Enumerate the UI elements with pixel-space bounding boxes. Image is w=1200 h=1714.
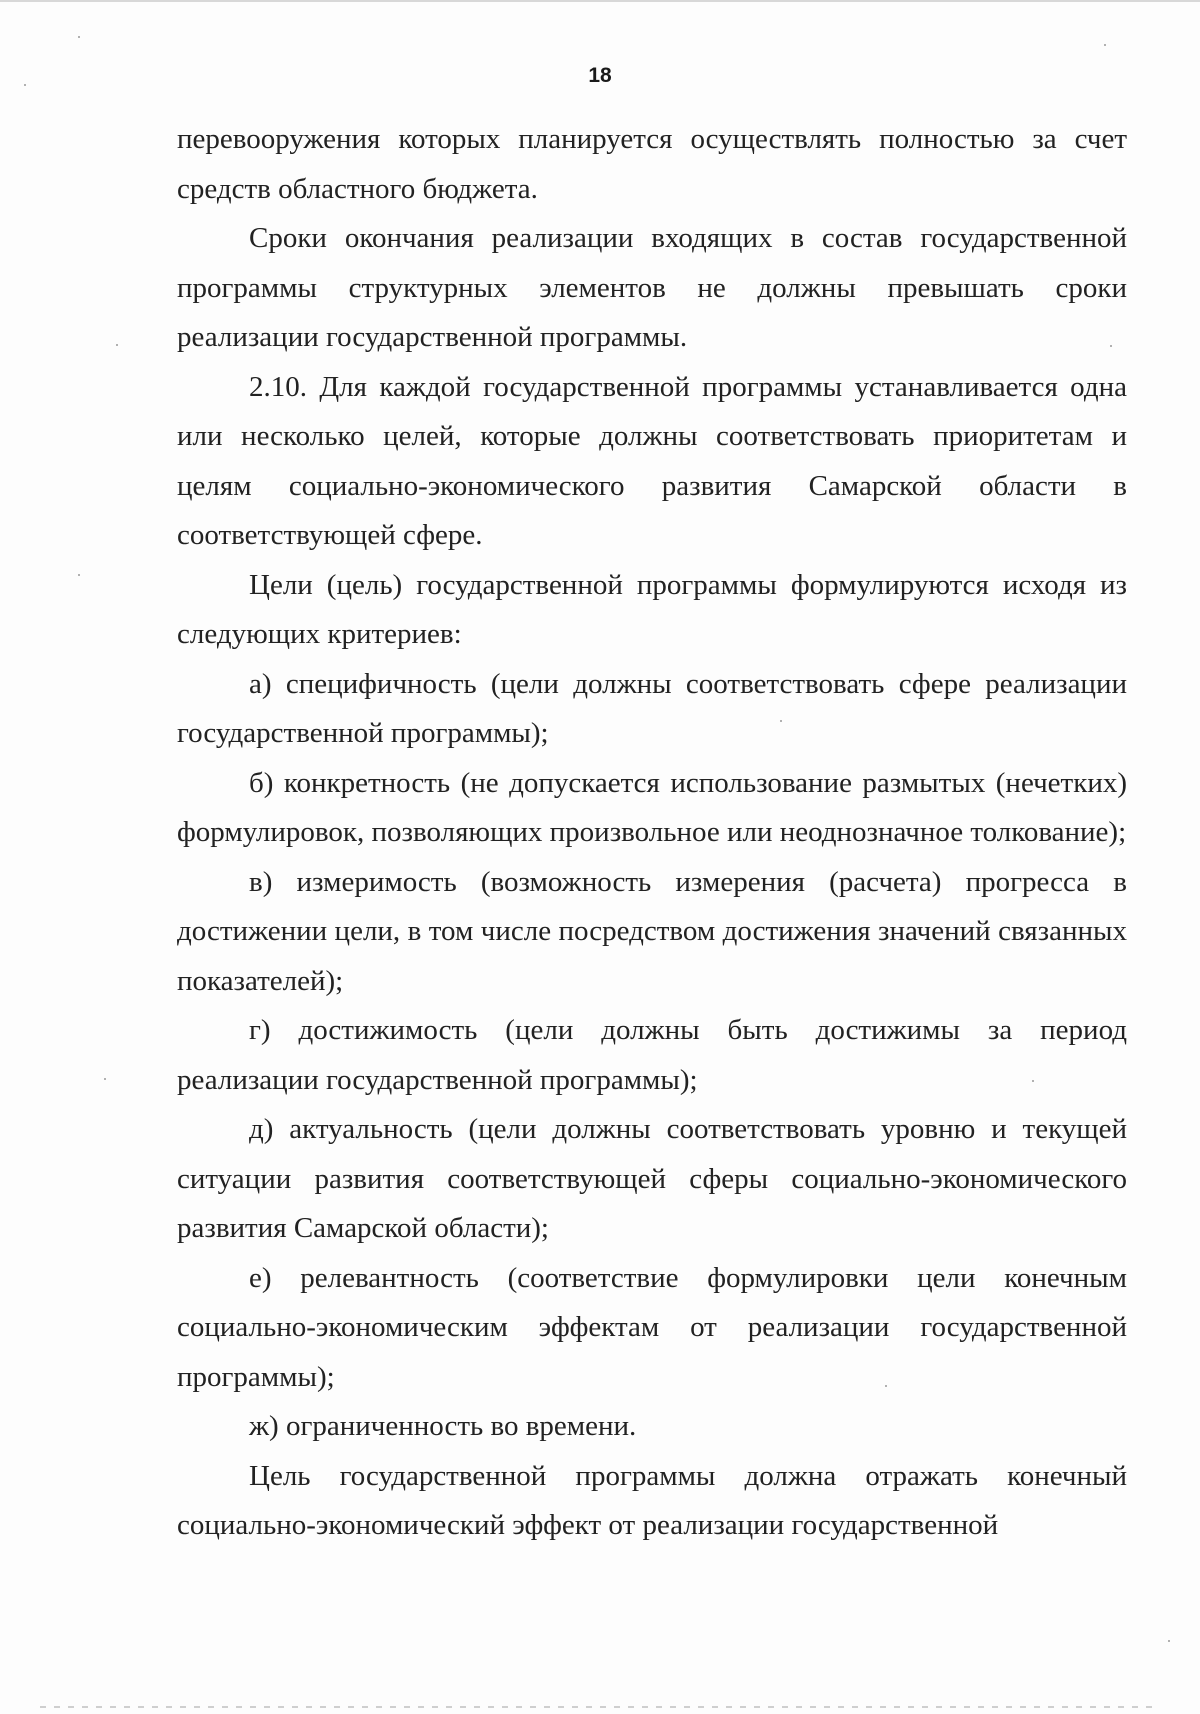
scan-speck xyxy=(885,1385,887,1387)
scan-speck xyxy=(78,574,80,576)
paragraph-continuation: перевооружения которых планируется осуществлять полностью за счет средств областного бюджета. xyxy=(177,123,1127,205)
paragraph-criteria-intro: Цели (цель) государственной программы формулируются исходя из следующих критериев: xyxy=(177,568,1127,650)
scan-bottom-edge xyxy=(40,1706,1160,1708)
scan-speck xyxy=(780,720,782,722)
paragraph-section-2-10: 2.10. Для каждой государственной программы устанавливается одна или несколько целей, которые должны соответствовать приоритетам и целям социально-экономического развития Самарской области в соответствующей сфере. xyxy=(177,370,1127,551)
paragraph-deadlines: Сроки окончания реализации входящих в состав государственной программы структурных элементов не должны превышать сроки реализации государственной программы. xyxy=(177,222,1127,353)
list-item-b: б) конкретность (не допускается использование размытых (нечетких) формулировок, позволяющих произвольное или неоднозначное толкование); xyxy=(177,766,1127,848)
list-item-g: г) достижимость (цели должны быть достижимы за период реализации государственной программы); xyxy=(177,1014,1127,1096)
paragraph-goal-effect: Цель государственной программы должна отражать конечный социально-экономический эффект от реализации государственной xyxy=(177,1459,1127,1541)
scan-speck xyxy=(1032,1080,1034,1082)
document-body xyxy=(177,115,1127,1551)
scan-speck xyxy=(104,1078,106,1080)
scan-top-edge xyxy=(0,0,1200,2)
list-item-a: а) специфичность (цели должны соответствовать сфере реализации государственной программы); xyxy=(177,667,1127,749)
scan-speck xyxy=(1168,1640,1170,1642)
page-number: 18 xyxy=(588,64,612,87)
scan-speck xyxy=(116,344,118,346)
scan-speck xyxy=(24,84,26,86)
scan-speck xyxy=(1110,345,1112,347)
list-item-d: д) актуальность (цели должны соответствовать уровню и текущей ситуации развития соответствующей сферы социально-экономического развития Самарской области); xyxy=(177,1113,1127,1244)
list-item-zh: ж) ограниченность во времени. xyxy=(249,1410,637,1442)
scan-speck xyxy=(78,36,80,38)
list-item-e: е) релевантность (соответствие формулировки цели конечным социально-экономическим эффектам от реализации государственной программы); xyxy=(177,1261,1127,1393)
scan-speck xyxy=(1104,44,1106,46)
list-item-v: в) измеримость (возможность измерения (расчета) прогресса в достижении цели, в том числе посредством достижения значений связанных показателей); xyxy=(177,865,1127,997)
